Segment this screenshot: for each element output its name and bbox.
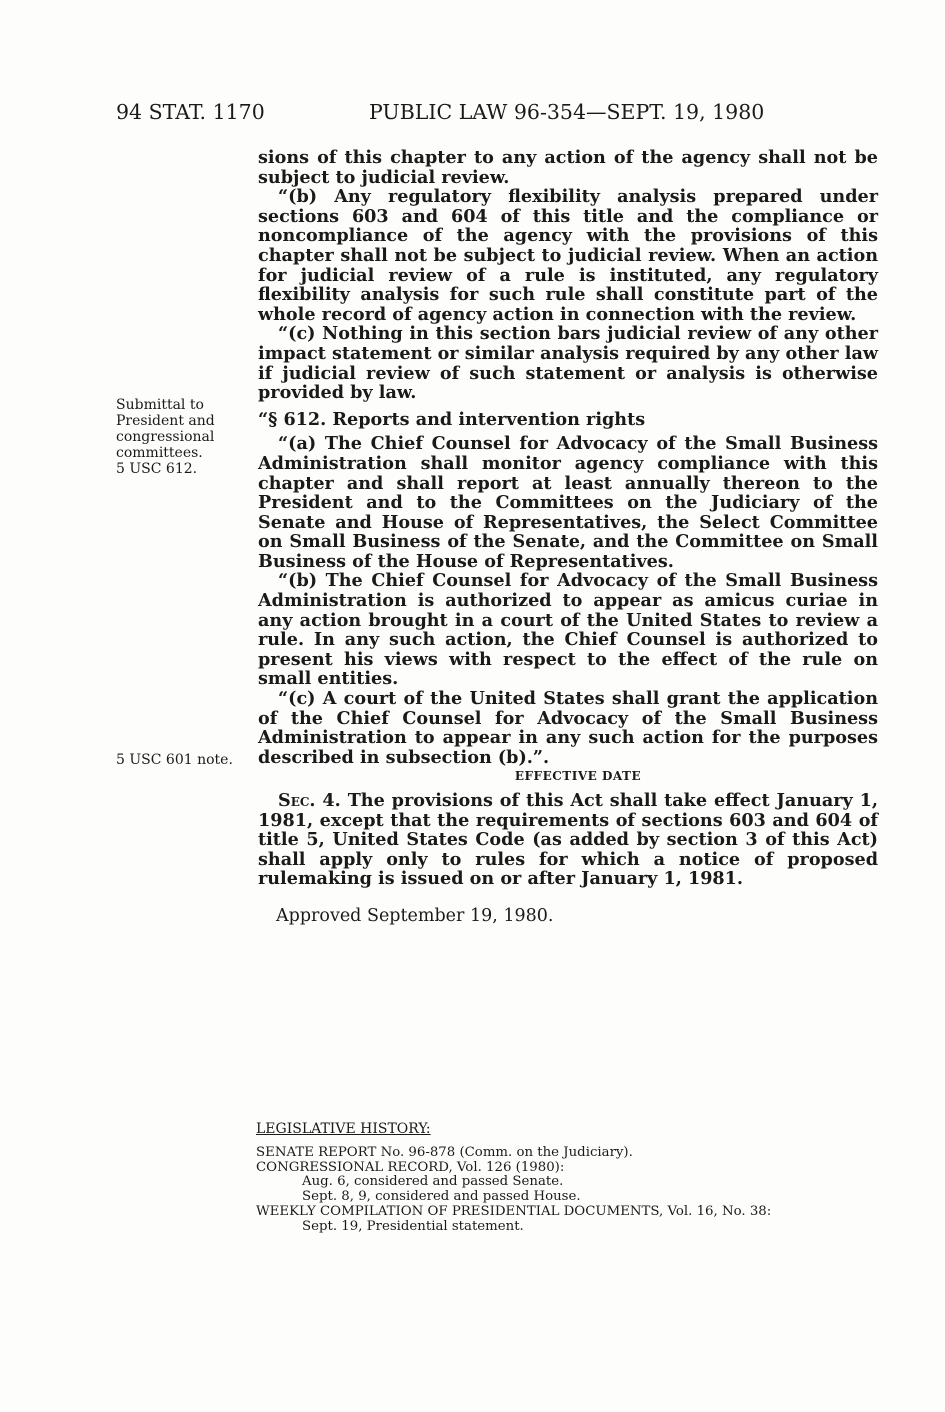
margin-note-line: congressional xyxy=(116,429,215,445)
paragraph-continuation: sions of this chapter to any action of the agency shall not be subject to judicial review. xyxy=(258,147,878,188)
weekly-compilation-entry: Sept. 19, Presidential statement. xyxy=(302,1218,524,1234)
section-4-paragraph xyxy=(258,791,878,889)
margin-note-submittal xyxy=(116,397,215,477)
main-text xyxy=(258,148,878,927)
margin-note-line: Submittal to xyxy=(116,397,204,413)
public-law-title: PUBLIC LAW 96-354—SEPT. 19, 1980 xyxy=(369,100,765,124)
paragraph-b: “(b) Any regulatory flexibility analysis prepared under sections 603 and 604 of this title and the compliance or noncompliance of the agency with the provisions of this chapter shall not be subject to judicial review. When an action for judicial review of a rule is instituted, any regulatory flexibility analysis for such rule shall constitute part of the whole record of agency action in connection with the review. xyxy=(258,186,878,325)
legislative-history-title: LEGISLATIVE HISTORY: xyxy=(256,1121,431,1137)
paragraph-612-b: “(b) The Chief Counsel for Advocacy of the Small Business Administration is authorized to appear as amicus curiae in any action brought in a court of the United States to review a rule. In any such action, the Chief Counsel is authorized to present his views with respect to the effect of the rule on small entities. xyxy=(258,570,878,690)
congressional-record-entry: Sept. 8, 9, considered and passed House. xyxy=(302,1189,581,1205)
effective-date-heading: EFFECTIVE DATE xyxy=(514,769,642,784)
section-612-heading: “§ 612. Reports and intervention rights xyxy=(258,408,646,430)
congressional-record: CONGRESSIONAL RECORD, Vol. 126 (1980): xyxy=(256,1159,565,1175)
congressional-record-entry: Aug. 6, considered and passed Senate. xyxy=(302,1174,564,1190)
paragraph-612-c: “(c) A court of the United States shall grant the application of the Chief Counsel for Advocacy of the Small Business Administration to appear in any such action for the purposes described in subsection (b).”. xyxy=(258,688,878,768)
senate-report: SENATE REPORT No. 96-878 (Comm. on the Judiciary). xyxy=(256,1144,633,1160)
page-header xyxy=(116,100,766,130)
margin-note-line: 5 USC 612. xyxy=(116,461,198,477)
paragraph-c: “(c) Nothing in this section bars judicial review of any other impact statement or similar analysis required by any other law if judicial review of such statement or analysis is otherwise provided by law. xyxy=(258,323,878,404)
margin-note-5-usc-601: 5 USC 601 note. xyxy=(116,752,233,768)
margin-note-line: President and xyxy=(116,413,215,429)
margin-note-line: committees. xyxy=(116,445,203,461)
paragraph-612-a: “(a) The Chief Counsel for Advocacy of the Small Business Administration shall monitor agency compliance with this chapter and shall report at least annually thereon to the President and to the Committees on the Judiciary of the Senate and House of Representatives, the Select Committee on Small Business of the Senate, and the Committee on Small Business of the House of Representatives. xyxy=(258,433,878,572)
weekly-compilation: WEEKLY COMPILATION OF PRESIDENTIAL DOCUMENTS, Vol. 16, No. 38: xyxy=(256,1203,772,1219)
legislative-history xyxy=(256,1122,876,1235)
section-4-text: The provisions of this Act shall take effect January 1, 1981, except that the requirements of sections 603 and 604 of title 5, United States Code (as added by section 3 of this Act) shall apply only to rules for which a notice of proposed rulemaking is issued on or after January 1, 1981. xyxy=(258,790,878,890)
section-4-label: Sec. 4. xyxy=(278,790,341,811)
statute-page-number: 94 STAT. 1170 xyxy=(116,100,265,124)
approval-date: Approved September 19, 1980. xyxy=(276,905,554,926)
